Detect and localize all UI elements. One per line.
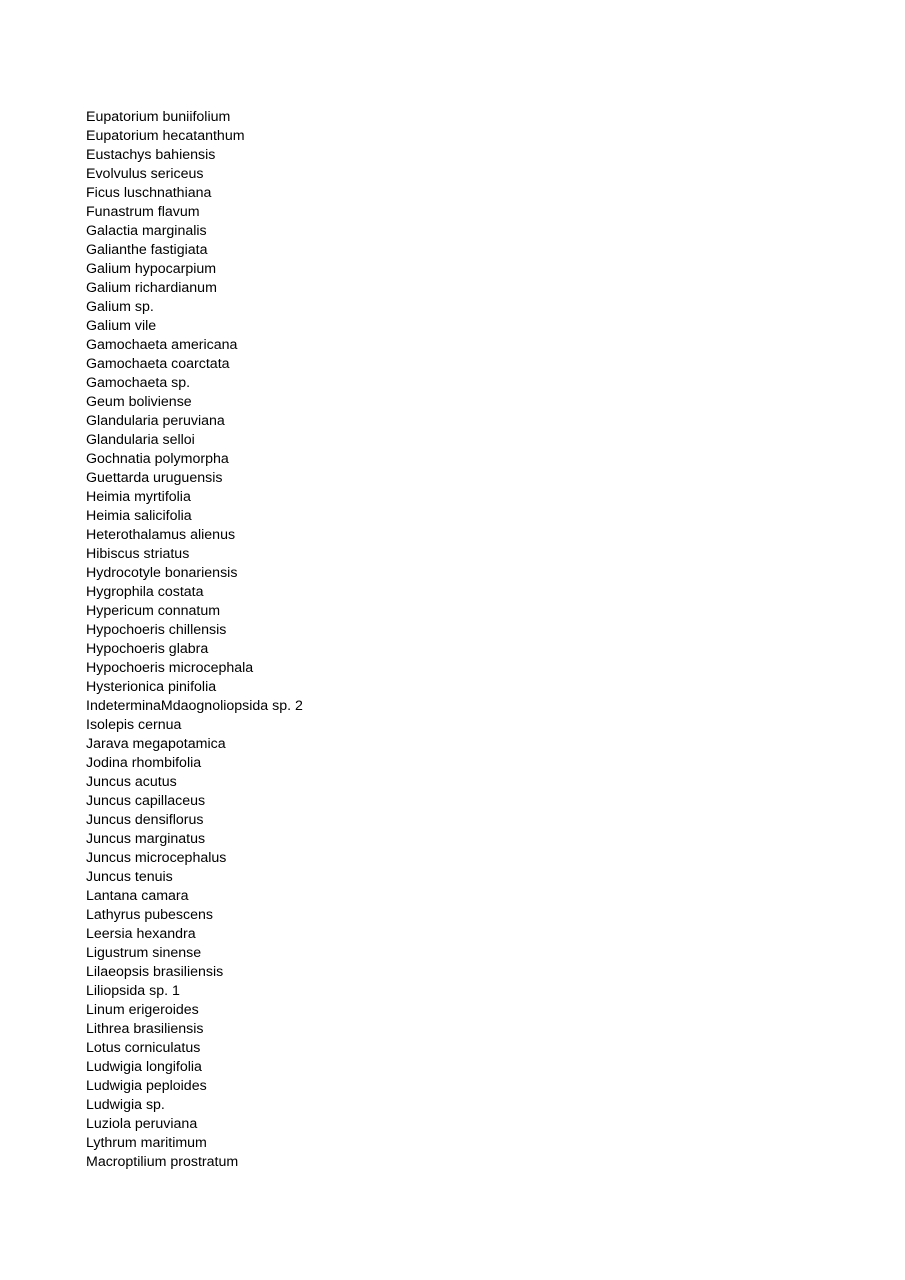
species-list bbox=[86, 108, 303, 1172]
list-item: Lythrum maritimum bbox=[86, 1135, 207, 1151]
list-item: Juncus acutus bbox=[86, 774, 177, 790]
list-item: Glandularia peruviana bbox=[86, 413, 225, 429]
list-item: Eustachys bahiensis bbox=[86, 147, 216, 163]
list-item: Liliopsida sp. 1 bbox=[86, 983, 180, 999]
list-item: IndeterminaMdaognoliopsida sp. 2 bbox=[86, 698, 303, 714]
list-item: Galianthe fastigiata bbox=[86, 242, 208, 258]
list-item: Eupatorium buniifolium bbox=[86, 109, 231, 125]
list-item: Leersia hexandra bbox=[86, 926, 196, 942]
list-item: Juncus densiflorus bbox=[86, 812, 204, 828]
list-item: Lilaeopsis brasiliensis bbox=[86, 964, 224, 980]
list-item: Juncus capillaceus bbox=[86, 793, 206, 809]
list-item: Glandularia selloi bbox=[86, 432, 195, 448]
list-item: Jarava megapotamica bbox=[86, 736, 226, 752]
list-item: Juncus marginatus bbox=[86, 831, 206, 847]
list-item: Hygrophila costata bbox=[86, 584, 204, 600]
list-item: Ludwigia peploides bbox=[86, 1078, 207, 1094]
list-item: Gamochaeta americana bbox=[86, 337, 238, 353]
list-item: Lotus corniculatus bbox=[86, 1040, 201, 1056]
list-item: Lithrea brasiliensis bbox=[86, 1021, 204, 1037]
list-item: Gochnatia polymorpha bbox=[86, 451, 229, 467]
list-item: Linum erigeroides bbox=[86, 1002, 199, 1018]
list-item: Ficus luschnathiana bbox=[86, 185, 212, 201]
list-item: Heimia myrtifolia bbox=[86, 489, 191, 505]
list-item: Macroptilium prostratum bbox=[86, 1154, 239, 1170]
list-item: Heimia salicifolia bbox=[86, 508, 192, 524]
list-item: Juncus tenuis bbox=[86, 869, 173, 885]
list-item: Ludwigia sp. bbox=[86, 1097, 165, 1113]
list-item: Gamochaeta coarctata bbox=[86, 356, 230, 372]
list-item: Hydrocotyle bonariensis bbox=[86, 565, 238, 581]
list-item: Evolvulus sericeus bbox=[86, 166, 204, 182]
list-item: Gamochaeta sp. bbox=[86, 375, 191, 391]
list-item: Galium vile bbox=[86, 318, 157, 334]
list-item: Guettarda uruguensis bbox=[86, 470, 223, 486]
list-item: Geum boliviense bbox=[86, 394, 192, 410]
list-item: Hysterionica pinifolia bbox=[86, 679, 217, 695]
list-item: Galium sp. bbox=[86, 299, 154, 315]
list-item: Luziola peruviana bbox=[86, 1116, 198, 1132]
list-item: Ludwigia longifolia bbox=[86, 1059, 202, 1075]
list-item: Jodina rhombifolia bbox=[86, 755, 202, 771]
list-item: Hypochoeris microcephala bbox=[86, 660, 254, 676]
list-item: Isolepis cernua bbox=[86, 717, 182, 733]
list-item: Galactia marginalis bbox=[86, 223, 207, 239]
list-item: Galium hypocarpium bbox=[86, 261, 217, 277]
list-item: Hypochoeris glabra bbox=[86, 641, 209, 657]
list-item: Hypericum connatum bbox=[86, 603, 221, 619]
list-item: Funastrum flavum bbox=[86, 204, 200, 220]
list-item: Hibiscus striatus bbox=[86, 546, 190, 562]
list-item: Lathyrus pubescens bbox=[86, 907, 213, 923]
list-item: Hypochoeris chillensis bbox=[86, 622, 227, 638]
list-item: Ligustrum sinense bbox=[86, 945, 202, 961]
list-item: Galium richardianum bbox=[86, 280, 217, 296]
list-item: Juncus microcephalus bbox=[86, 850, 227, 866]
list-item: Eupatorium hecatanthum bbox=[86, 128, 245, 144]
list-item: Heterothalamus alienus bbox=[86, 527, 236, 543]
list-item: Lantana camara bbox=[86, 888, 189, 904]
